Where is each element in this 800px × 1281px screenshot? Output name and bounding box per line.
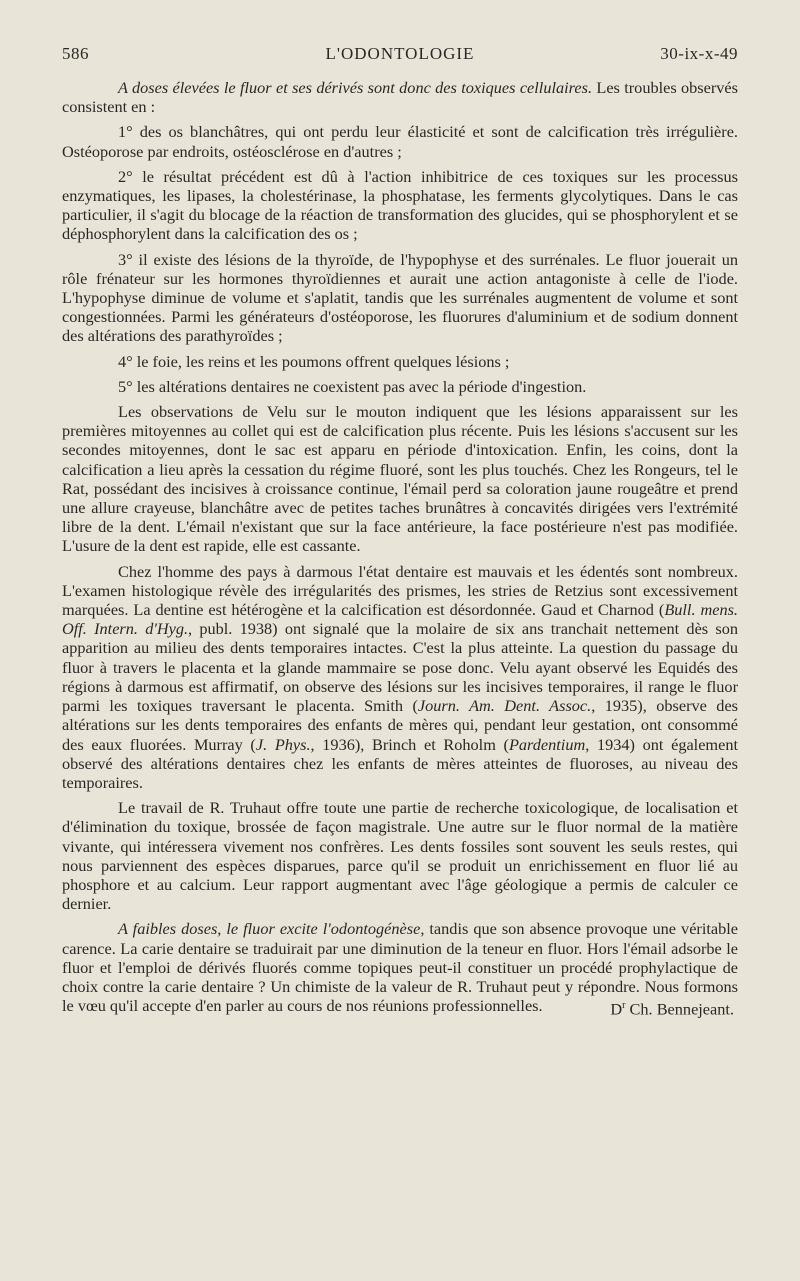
reference-journ-am-dent: Journ. Am. Dent. Assoc.	[417, 696, 592, 716]
conclusion-rest: tandis que son absence provoque une véritable carence. La carie dentaire se traduirait par une diminution de la teneur en fluor. Hors l'émail adsorbe le fluor et l'emploi de dérivés fluorés comme topiques peut-il constituer un procédé prophylactique de choix contre la carie dentaire ? Un chimiste de la valeur de R. Truhaut peut y répondre. Nous formons le vœu qu'il accepte d'en parler au cours de nos réunions professionnelles.	[62, 919, 739, 1016]
paragraph-item-2: 2° le résultat précédent est dû à l'action inhibitrice de ces toxiques sur les processus enzymatiques, les lipases, la cholestérinase, la phosphatase, les ferments glycolytiques. Dans le cas particulier, il s'agit du blocage de la réaction de transformation des glucides, qui se phosphorylent et se déphosphorylent dans la calcification des os ;	[62, 166, 738, 244]
paragraph-darmous	[62, 562, 738, 792]
paragraph-conclusion	[62, 919, 739, 1019]
paragraph-truhaut: Le travail de R. Truhaut offre toute une partie de recherche toxicologique, de localisation et d'élimination du toxique, brossée de façon magistrale. Une autre sur le fluor normal de la matière vivante, qui intéressera vivement nos confrères. Les dents fossiles sont souvent les seuls restes, qui nous parviennent des espèces disparues, parce qu'il se produit un enrichissement en fluor lié au phosphore et au calcium. Leur rapport augmentant avec l'âge géologique a permis de calculer ce dernier.	[62, 798, 738, 914]
darmous-text-c: , 1935), observe des altérations sur les dents temporaires des enfants de mères qui, pendant leur gestation, ont consommé des eaux fluorées. Murray (	[62, 696, 739, 754]
reference-j-phys: J. Phys.	[255, 734, 311, 754]
darmous-text-a: Chez l'homme des pays à darmous l'état dentaire est mauvais et les édentés sont nombreux. L'examen histologique révèle des irrégularités des prismes, les stries de Retzius sont excessivement marquées. La dentine est hétérogène et la calcification est désordonnée. Gaud et Charnod (	[62, 561, 738, 620]
paragraph-item-4: 4° le foie, les reins et les poumons offrent quelques lésions ;	[118, 351, 510, 371]
signature-name: Ch. Bennejeant.	[625, 999, 734, 1019]
author-signature	[554, 996, 734, 1019]
intro-italic: A doses élevées le fluor et ses dérivés sont donc des toxiques cellulaires.	[118, 78, 593, 97]
issue-date: 30-ix-x-49	[660, 44, 738, 63]
paragraph-item-5: 5° les altérations dentaires ne coexistent pas avec la période d'ingestion.	[118, 376, 587, 396]
signature-prefix: D	[610, 999, 623, 1019]
paragraph-item-1: 1° des os blanchâtres, qui ont perdu leur élasticité et sont de calcification très irrégulière. Ostéoporose par endroits, ostéosclérose en d'autres ;	[62, 122, 738, 161]
page-number: 586	[62, 44, 89, 63]
article-body	[62, 78, 739, 1019]
intro-rest: Les troubles observés consistent en :	[62, 78, 738, 117]
conclusion-italic: A faibles doses, le fluor excite l'odontogénèse,	[118, 919, 425, 939]
darmous-text-d: , 1936), Brinch et Roholm (	[310, 734, 509, 754]
reference-pardentium: Pardentium	[508, 734, 586, 754]
darmous-text-e: , 1934) ont également observé des altérations dentaires chez les enfants de mères atteintes de fluoroses, au niveau des temporaires.	[62, 734, 738, 792]
paragraph-item-3: 3° il existe des lésions de la thyroïde, de l'hypophyse et des surrénales. Le fluor jouerait un rôle frénateur sur les hormones thyroïdiennes et aurait une action antagoniste à celle de l'iode. L'hypophyse diminue de volume et s'aplatit, tandis que les surrénales augmentent de volume et sont congestionnées. Parmi les générateurs d'ostéoporose, les fluorures d'aluminium et de sodium donnent des altérations des parathyroïdes ;	[62, 249, 738, 346]
reference-bull-mens: Bull. mens. Off. Intern. d'Hyg.	[62, 600, 738, 639]
running-header	[62, 38, 738, 68]
paragraph-intro	[62, 78, 738, 116]
journal-title: L'ODONTOLOGIE	[325, 44, 475, 63]
paragraph-velu: Les observations de Velu sur le mouton indiquent que les lésions apparaissent sur les premières mitoyennes au collet qui est de calcification plus récente. Puis les lésions s'accusent sur les secondes mitoyennes, dont le sac est apparu en période d'intoxication. Enfin, les coins, dont la calcification a lieu après la cessation du régime fluoré, sont les plus touchés. Chez les Rongeurs, tel le Rat, possédant des incisives à croissance continue, l'émail perd sa coloration jaune rougeâtre et prend une allure crayeuse, blanchâtre avec de petites taches brunâtres à concavités dirigées vers l'extrémité libre de la dent. L'émail n'existant que sur la face antérieure, la face postérieure n'est pas modifiée. L'usure de la dent est rapide, elle est cassante.	[62, 402, 738, 556]
signature-superscript: r	[622, 1000, 626, 1012]
darmous-text-b: , publ. 1938) ont signalé que la molaire de six ans tranchait nettement dès son apparition au milieu des dents temporaires intactes. C'est la plus atteinte. La question du passage du fluor à travers le placenta et la glande mammaire se pose donc. Velu ayant observé les Equidés des régions à darmous est affirmatif, on observe des lésions sur les incisives temporaires, il range le fluor parmi les toxiques traversant le placenta. Smith (	[62, 619, 738, 716]
